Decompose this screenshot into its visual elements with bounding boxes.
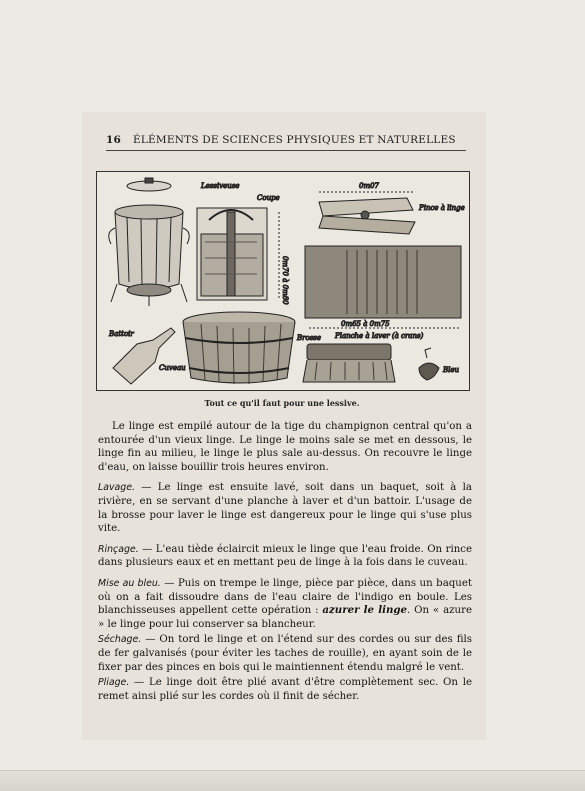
sechage-text: — On tord le linge et on l'étend sur des cordes ou sur des fils de fer galvanisés (pour éviter les taches de rouille), en ayant soin de le fixer par des pinces en bois qui le maintiennent étendu malgré le vent. — [98, 634, 472, 673]
paragraph-intro: Le linge est empilé autour de la tige du champignon central qu'on a entourée d'un vieux linge. Le linge le moins sale se met en dessous, le linge fin au milieu, le linge le plus sale au-dessus. On recouvre le linge d'eau, on laisse bouillir trois heures environ. — [98, 421, 472, 473]
paragraph-sechage — [98, 633, 472, 674]
lavage-text: — Le linge est ensuite lavé, soit dans un baquet, soit à la rivière, en se servant d'une planche à laver et d'un battoir. L'usage de la brosse pour laver le linge est dangereux pour le linge qui s'use plus vite. — [98, 482, 472, 535]
coupe-drawing — [197, 208, 279, 300]
label-planche-size: 0m65 à 0m75 — [341, 320, 390, 328]
label-battoir: Battoir — [109, 330, 134, 338]
term-mise-au-bleu: Mise au bleu. — [98, 577, 161, 589]
rincage-text: — L'eau tiède éclaircit mieux le linge que l'eau froide. On rince dans plusieurs eaux et en mettant peu de linge à la fois dans le cuveau. — [98, 543, 472, 569]
label-cuveau: Cuveau — [159, 364, 186, 372]
term-lavage: Lavage. — [98, 482, 135, 494]
figure-caption: Tout ce qu'il faut pour une lessive. — [204, 398, 360, 408]
label-coupe: Coupe — [257, 194, 280, 202]
label-brosse: Brosse — [297, 334, 322, 342]
running-header — [106, 134, 466, 151]
bleu-text: — Puis on trempe le linge, pièce par pièce, dans un baquet où on a fait dissoudre dans de l'eau claire de l'indigo en boule. Les blanchisseuses appellent cette opération : — [98, 577, 472, 617]
label-pince: Pince à linge — [419, 204, 465, 212]
page-edge — [0, 770, 585, 791]
term-rincage: Rinçage. — [98, 543, 139, 555]
bleu-text-end: . On « azure » le linge pour lui conserver sa blancheur. — [98, 605, 472, 630]
azurer-emphasis: azurer le linge — [322, 604, 407, 617]
laundry-illustration — [96, 171, 470, 391]
label-bleu: Bleu — [443, 366, 460, 374]
body-text — [98, 420, 472, 705]
brosse-drawing — [303, 344, 395, 382]
paragraph-lavage — [98, 481, 472, 535]
pliage-text: — Le linge doit être plié avant d'être complètement sec. On le remet ainsi plié sur les cordes où il finit de sécher. — [98, 677, 472, 702]
paragraph-mise-au-bleu — [98, 577, 472, 631]
planche-drawing — [305, 246, 461, 328]
lessiveuse-drawing — [109, 178, 190, 306]
cuveau-drawing — [183, 312, 295, 384]
paragraph-pliage — [98, 676, 472, 703]
paragraph-rincage — [98, 543, 472, 570]
label-lessiveuse: Lessiveuse — [201, 182, 240, 190]
term-pliage: Pliage. — [98, 677, 130, 689]
running-title: ÉLÉMENTS DE SCIENCES PHYSIQUES ET NATURELLES — [133, 134, 456, 146]
label-pot-height: 0m70 à 0m80 — [281, 256, 289, 305]
page-number: 16 — [106, 134, 122, 146]
label-planche: Planche à laver (à crans) — [335, 332, 424, 340]
bleu-drawing — [419, 348, 439, 380]
label-pince-width: 0m07 — [359, 182, 379, 190]
pince-drawing — [319, 192, 415, 234]
term-sechage: Séchage. — [98, 634, 142, 646]
